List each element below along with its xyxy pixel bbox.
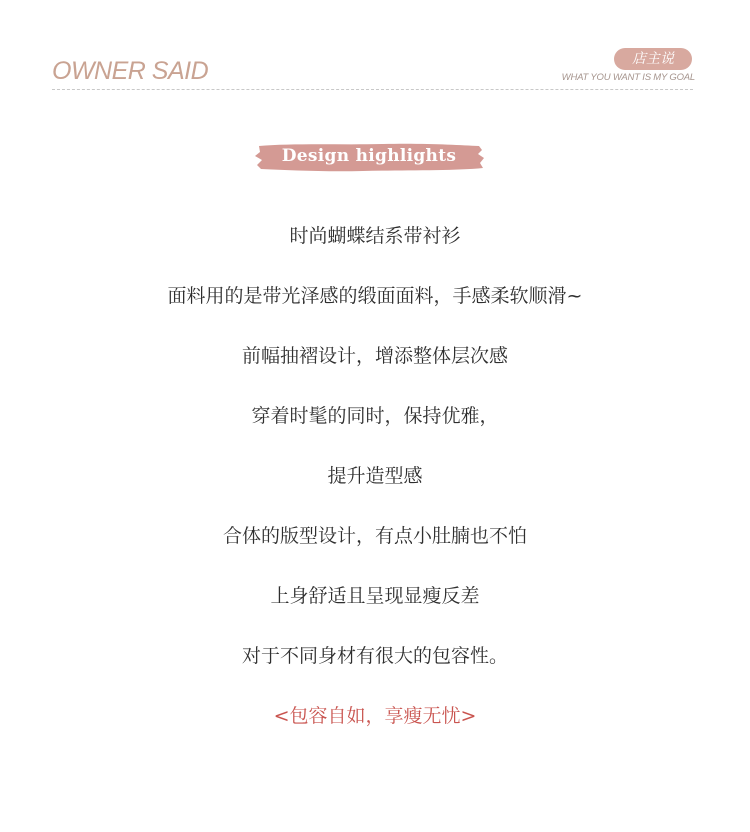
owner-said-title: OWNER SAID [52, 57, 209, 85]
description-list [0, 221, 750, 701]
description-line: 提升造型感 [327, 465, 423, 487]
description-line: 上身舒适且呈现显瘦反差 [270, 585, 480, 607]
owner-badge: 店主说 [614, 48, 692, 70]
slogan: <包容自如，享瘦无忧> [273, 705, 477, 727]
description-line: 对于不同身材有很大的包容性。 [241, 645, 508, 667]
owner-tagline: WHAT YOU WANT IS MY GOAL [561, 72, 695, 83]
design-highlights-label: Design highlights [281, 146, 457, 166]
description-line: 面料用的是带光泽感的缎面面料，手感柔软顺滑~ [167, 285, 583, 307]
description-line: 穿着时髦的同时，保持优雅， [251, 405, 499, 427]
description-line: 前幅抽褶设计，增添整体层次感 [241, 345, 508, 367]
description-line: 合体的版型设计，有点小肚腩也不怕 [222, 525, 527, 547]
header-divider [52, 89, 693, 90]
description-line: 时尚蝴蝶结系带衬衫 [289, 225, 461, 247]
design-highlights-banner [253, 141, 485, 173]
